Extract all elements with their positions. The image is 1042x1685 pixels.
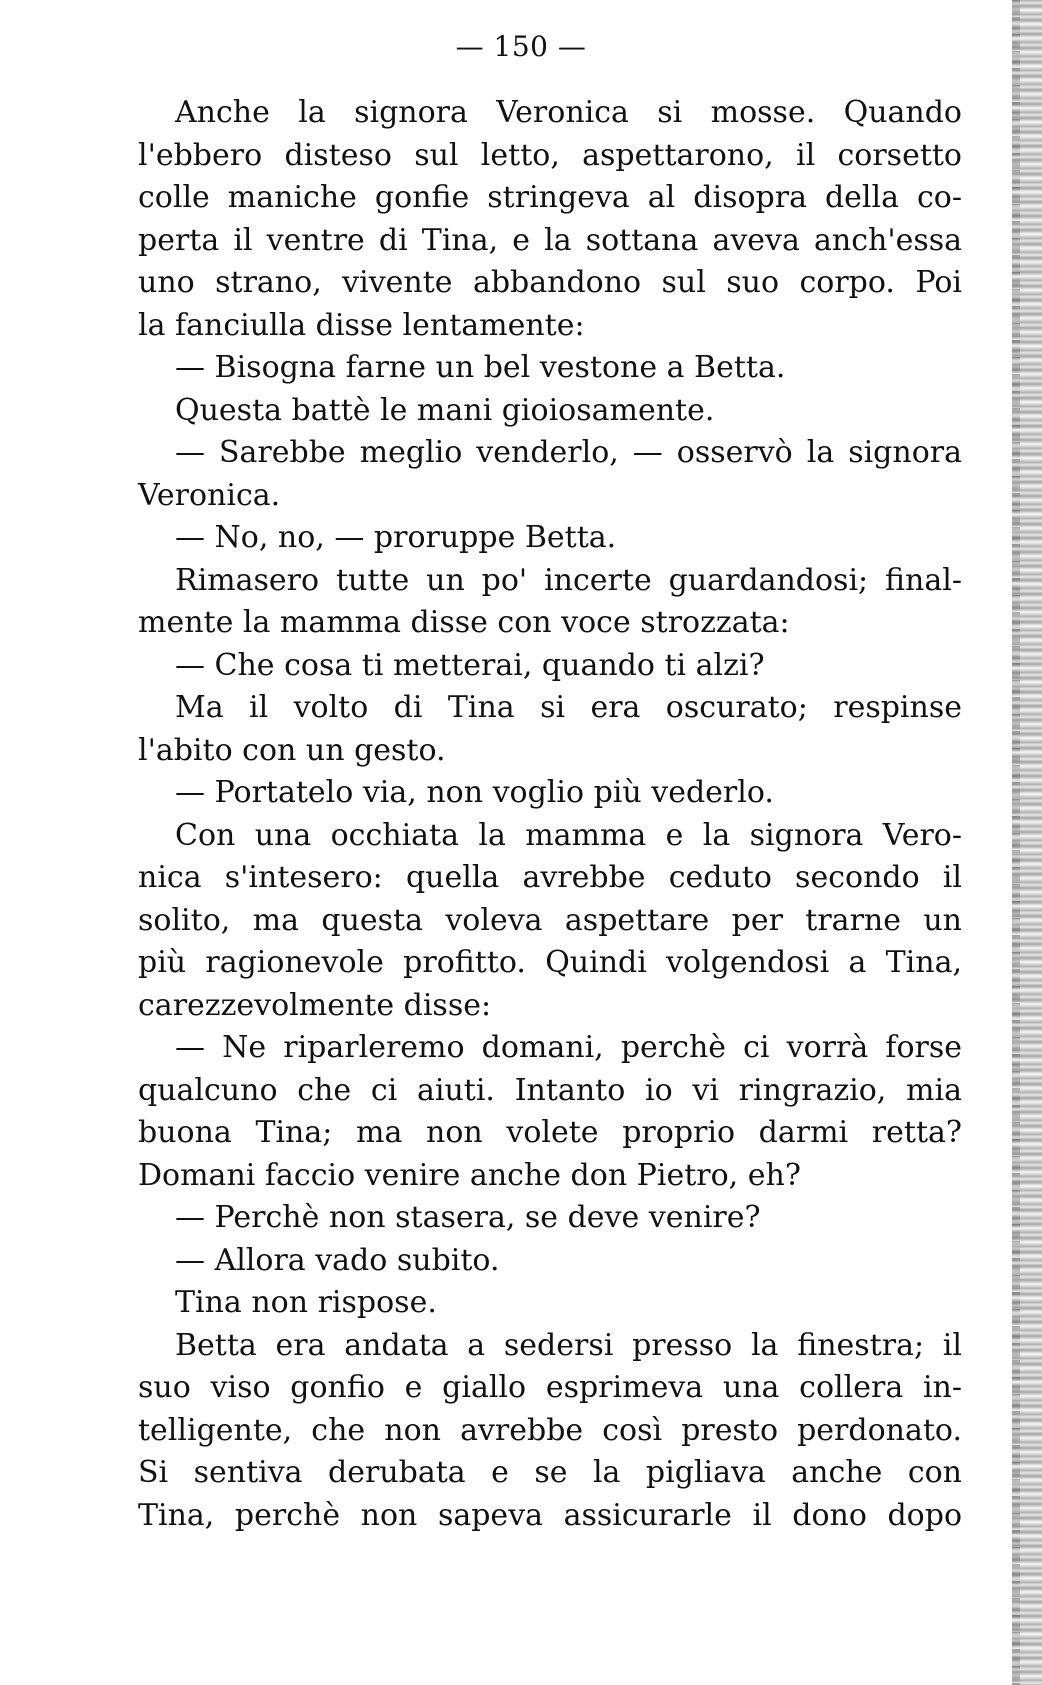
text-line: Tina non rispose. xyxy=(175,1285,437,1320)
text-line: qualcuno che ci aiuti. Intanto io vi ringrazio, mia xyxy=(138,1072,962,1108)
text-line: — Sarebbe meglio venderlo, — osservò la signora xyxy=(175,435,962,470)
text-line: uno strano, vivente abbandono sul suo corpo. Poi xyxy=(138,265,962,300)
text-line: Questa battè le mani gioiosamente. xyxy=(175,392,715,428)
text-line: più ragionevole profitto. Quindi volgendosi a Tina, xyxy=(138,945,962,980)
text-line: Ma il volto di Tina si era oscurato; respinse xyxy=(175,690,962,725)
text-line: perta il ventre di Tina, e la sottana aveva anch'essa xyxy=(138,222,962,258)
text-line: suo viso gonfio e giallo esprimeva una collera in- xyxy=(138,1370,962,1405)
page-edge-texture xyxy=(1012,0,1020,1685)
text-line: nica s'intesero: quella avrebbe ceduto secondo il xyxy=(138,860,962,895)
text-line: solito, ma questa voleva aspettare per trarne un xyxy=(138,902,962,938)
text-line: — Bisogna farne un bel vestone a Betta. xyxy=(175,350,786,385)
text-line: Rimasero tutte un po' incerte guardandosi; final- xyxy=(175,562,962,598)
text-line: buona Tina; ma non volete proprio darmi retta? xyxy=(138,1115,962,1150)
text-line: l'ebbero disteso sul letto, aspettarono, il corsetto xyxy=(138,137,962,173)
text-line: telligente, che non avrebbe così presto perdonato. xyxy=(138,1412,962,1448)
text-line: — Ne riparleremo domani, perchè ci vorrà forse xyxy=(175,1030,962,1065)
text-line: — No, no, — proruppe Betta. xyxy=(175,520,617,555)
text-line: Domani faccio venire anche don Pietro, eh? xyxy=(138,1157,801,1193)
text-line: la fanciulla disse lentamente: xyxy=(138,307,585,343)
body-text xyxy=(138,92,962,1537)
text-line: Veronica. xyxy=(138,477,281,513)
text-line: Anche la signora Veronica si mosse. Quando xyxy=(175,95,962,130)
text-line: — Perchè non stasera, se deve venire? xyxy=(175,1200,761,1235)
text-line: Si sentiva derubata e se la pigliava anche con xyxy=(138,1455,962,1490)
text-line: Betta era andata a sedersi presso la finestra; il xyxy=(175,1327,962,1363)
text-line: — Portatelo via, non voglio più vederlo. xyxy=(175,775,774,810)
text-line: colle maniche gonfie stringeva al disopra della co- xyxy=(138,180,962,215)
text-line: — Che cosa ti metterai, quando ti alzi? xyxy=(175,647,765,683)
text-line: l'abito con un gesto. xyxy=(138,732,446,768)
text-line: carezzevolmente disse: xyxy=(138,987,492,1023)
text-line: Tina, perchè non sapeva assicurarle il dono dopo xyxy=(138,1497,962,1533)
text-line: mente la mamma disse con voce strozzata: xyxy=(138,605,790,640)
page-number: — 150 — xyxy=(455,30,587,63)
text-line: — Allora vado subito. xyxy=(175,1242,500,1278)
text-line: Con una occhiata la mamma e la signora Vero- xyxy=(175,817,962,853)
